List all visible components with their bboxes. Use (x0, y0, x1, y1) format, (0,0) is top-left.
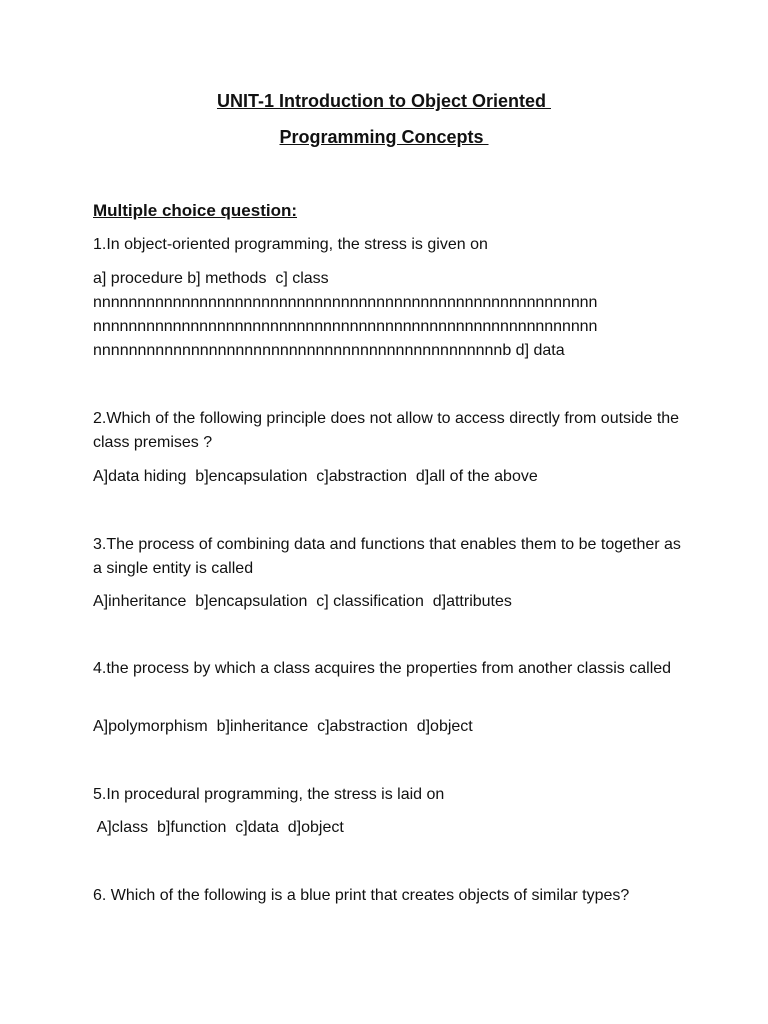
question-3-text: 3.The process of combining data and functions that enables them to be together as a single entity is called (93, 536, 681, 577)
question-2-text: 2.Which of the following principle does not allow to access directly from outside the class premises ? (93, 410, 680, 451)
document-title-line-2: Programming Concepts (279, 127, 489, 147)
question-1-text: 1.In object-oriented programming, the stress is given on (93, 236, 488, 253)
question-4-options: A]polymorphism b]inheritance c]abstraction d]object (93, 718, 473, 735)
question-1-options-line-2: nnnnnnnnnnnnnnnnnnnnnnnnnnnnnnnnnnnnnnnnnnnnnnnnnnnnnnnnn (93, 294, 598, 311)
question-5-text: 5.In procedural programming, the stress is laid on (93, 786, 445, 803)
question-5-options: A]class b]function c]data d]object (93, 819, 344, 836)
section-heading: Multiple choice question: (93, 201, 298, 220)
document-title-line-1: UNIT-1 Introduction to Object Oriented (216, 91, 551, 111)
question-1-options-line-1: a] procedure b] methods c] class (93, 270, 329, 287)
question-1-options-line-3: nnnnnnnnnnnnnnnnnnnnnnnnnnnnnnnnnnnnnnnnnnnnnnnnnnnnnnnnn (93, 318, 598, 335)
question-1-options-line-4: nnnnnnnnnnnnnnnnnnnnnnnnnnnnnnnnnnnnnnnnnnnnnnb d] data (93, 342, 565, 359)
question-6-text: 6. Which of the following is a blue print that creates objects of similar types? (93, 887, 630, 904)
question-2-options: A]data hiding b]encapsulation c]abstraction d]all of the above (93, 468, 538, 485)
question-4-text: 4.the process by which a class acquires the properties from another classis called (93, 660, 672, 677)
question-3-options: A]inheritance b]encapsulation c] classification d]attributes (93, 593, 512, 610)
